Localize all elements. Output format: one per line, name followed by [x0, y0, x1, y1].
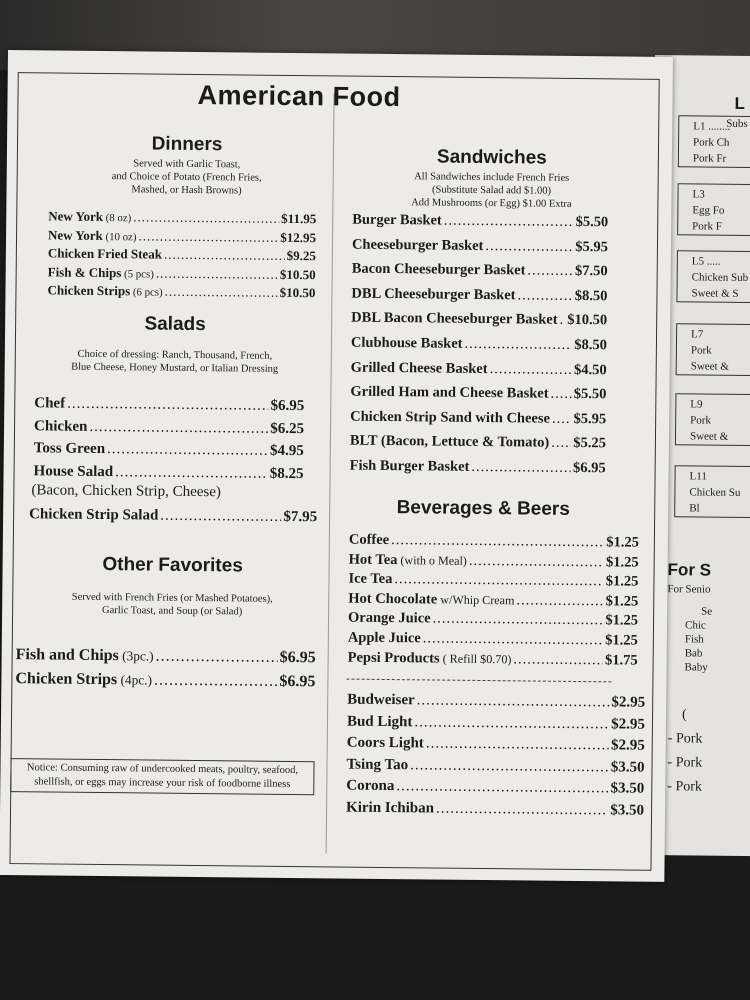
- combo-line: Chicken Su: [689, 486, 741, 499]
- menu-item: [350, 458, 606, 478]
- item-name: Clubhouse Basket: [350, 334, 463, 352]
- combo-line: Egg Fo: [692, 204, 725, 217]
- menu-item: [34, 463, 304, 483]
- leader-dots: [156, 648, 278, 667]
- menu-item: [29, 506, 317, 526]
- item-name: Burger Basket: [352, 211, 442, 229]
- menu-item: [348, 630, 638, 650]
- leader-dots: [396, 778, 608, 797]
- menu-item: [349, 551, 639, 571]
- leader-dots: [426, 735, 609, 754]
- item-name: Chef: [34, 395, 66, 412]
- leader-dots: [89, 418, 268, 437]
- favorites-note: [32, 590, 312, 619]
- menu-item: [350, 408, 606, 428]
- menu-title: American Food: [197, 79, 401, 113]
- item-detail: (10 oz): [102, 230, 137, 243]
- leader-dots: [527, 263, 573, 280]
- item-price: $7.50: [575, 263, 608, 280]
- item-name: Kirin Ichiban: [346, 799, 435, 817]
- leader-dots: [436, 800, 608, 819]
- combo-line: L7: [691, 328, 704, 341]
- menu-item: [349, 532, 639, 552]
- item-detail: (5 pcs): [121, 267, 154, 281]
- leader-dots: [133, 209, 279, 227]
- note-line: Add Mushrooms (or Egg) $1.00 Extra: [411, 197, 572, 210]
- item-name: House Salad: [33, 462, 114, 480]
- item-price: $3.50: [610, 801, 645, 819]
- leader-dots: [164, 247, 285, 264]
- leader-dots: [414, 714, 609, 733]
- menu-item: [348, 571, 638, 591]
- item-price: $9.25: [286, 247, 316, 264]
- item-price: $6.95: [279, 672, 316, 691]
- menu-item: [351, 359, 607, 379]
- item-name: Pepsi Products ( Refill $0.70): [347, 649, 512, 667]
- leader-dots: [160, 508, 281, 526]
- pork-line: (: [682, 707, 687, 723]
- item-name: Toss Green: [33, 440, 106, 458]
- item-price: $8.25: [269, 465, 304, 482]
- senior-line: Se: [701, 605, 713, 618]
- leader-dots: [551, 435, 571, 452]
- pork-line: - Pork: [667, 779, 703, 795]
- item-name: Grilled Cheese Basket: [350, 359, 488, 377]
- menu-item: [48, 227, 316, 246]
- combo-line: Pork Fr: [692, 152, 727, 165]
- item-price: $4.95: [269, 442, 304, 460]
- combo-line: L9: [690, 398, 703, 411]
- item-name: Tsing Tao: [346, 756, 409, 773]
- item-name: Bacon Cheeseburger Basket: [351, 260, 526, 279]
- note-line: Mashed, or Hash Browns): [131, 184, 242, 197]
- menu-item: [15, 670, 315, 691]
- menu-item: [48, 208, 316, 227]
- combo-line: L1 ........: [693, 120, 731, 133]
- panel-header: L: [734, 93, 745, 113]
- item-name: Coffee: [348, 531, 390, 549]
- item-price: $1.25: [605, 593, 639, 610]
- item-detail: w/Whip Cream: [437, 592, 515, 608]
- item-price: $6.95: [572, 459, 606, 477]
- leader-dots: [485, 238, 573, 256]
- menu-item: [348, 649, 638, 669]
- leader-dots: [410, 757, 609, 776]
- item-price: $6.95: [279, 648, 316, 667]
- combo-line: L5 .....: [691, 255, 721, 268]
- item-price: $5.95: [575, 238, 609, 255]
- senior-line: Baby: [684, 661, 708, 674]
- menu-item: [34, 395, 304, 415]
- combo-line: Pork F: [692, 220, 722, 233]
- item-name: Fish and Chips (3pc.): [15, 646, 154, 665]
- combo-line: L3: [692, 188, 705, 201]
- item-name: BLT (Bacon, Lettuce & Tomato): [349, 432, 550, 452]
- leader-dots: [559, 312, 565, 329]
- menu-item: [346, 799, 644, 819]
- senior-line: Chic: [684, 619, 706, 632]
- note-line: Garlic Toast, and Soup (or Salad): [101, 605, 243, 618]
- combo-box: [676, 323, 750, 376]
- combo-line: Chicken Sub: [691, 271, 749, 284]
- item-price: $2.95: [611, 715, 646, 733]
- item-price: $11.95: [281, 210, 317, 227]
- combo-line: Pork: [690, 414, 712, 427]
- menu-item: [352, 261, 608, 281]
- item-price: $5.50: [575, 213, 609, 231]
- item-detail: ( Refill $0.70): [439, 651, 512, 666]
- leader-dots: [394, 571, 604, 590]
- menu-item: [48, 245, 316, 264]
- favorites-heading: Other Favorites: [102, 554, 243, 577]
- item-name: Corona: [346, 777, 395, 795]
- item-detail: (4pc.): [117, 672, 153, 688]
- leader-dots: [115, 464, 268, 483]
- menu-item: [16, 646, 316, 667]
- combo-line: Sweet &: [690, 360, 730, 373]
- leader-dots: [516, 592, 603, 610]
- note-line: shellfish, or eggs may increase your risk of foodborne illness: [34, 776, 291, 790]
- senior-sub: For Senio: [667, 583, 711, 596]
- combo-box: [678, 115, 750, 168]
- menu-item: [351, 310, 607, 330]
- menu-item: [346, 778, 644, 798]
- menu-item: [347, 735, 645, 755]
- item-name: Chicken Strips (4pc.): [15, 670, 153, 689]
- item-price: $10.50: [567, 312, 608, 329]
- leader-dots: [471, 459, 571, 477]
- leader-dots: [138, 228, 278, 245]
- note-line: Blue Cheese, Honey Mustard, or Italian Dressing: [71, 361, 279, 375]
- item-name: New York (8 oz): [48, 208, 132, 225]
- note-line: Choice of dressing: Ranch, Thousand, French,: [77, 348, 273, 362]
- leader-dots: [156, 265, 278, 282]
- item-price: $6.95: [270, 397, 305, 415]
- item-price: $2.95: [610, 737, 645, 754]
- menu-item: [348, 590, 638, 610]
- note-line: Notice: Consuming raw of undercooked meats, poultry, seafood,: [26, 762, 299, 777]
- leader-dots: [433, 611, 604, 630]
- leader-dots: [490, 361, 573, 379]
- leader-dots: [107, 441, 268, 460]
- leader-dots: [391, 532, 604, 551]
- item-name: Orange Juice: [347, 609, 431, 627]
- combo-line: Bl: [689, 502, 700, 515]
- item-name: Fish & Chips (5 pcs): [47, 263, 154, 281]
- menu-item: [352, 236, 608, 256]
- item-name: Budweiser: [347, 691, 415, 709]
- pork-line: - Pork: [667, 755, 703, 771]
- menu-item: [48, 264, 316, 283]
- salads-heading: Salads: [144, 313, 206, 336]
- item-name: Ice Tea: [348, 570, 393, 588]
- item-name: Apple Juice: [347, 629, 421, 647]
- item-name: Cheeseburger Basket: [351, 236, 484, 254]
- senior-line: Bab: [684, 647, 703, 660]
- leader-dots: [417, 692, 610, 711]
- leader-dots: [517, 287, 572, 305]
- item-name: Chicken: [33, 417, 88, 435]
- item-price: $5.25: [573, 435, 606, 452]
- beverages-heading: Beverages & Beers: [396, 497, 570, 520]
- item-price: $8.50: [574, 287, 608, 305]
- note-line: (Substitute Salad add $1.00): [432, 184, 552, 197]
- leader-dots: [551, 386, 572, 403]
- note-line: Served with French Fries (or Mashed Potatoes),: [71, 591, 273, 605]
- item-name: Grilled Ham and Cheese Basket: [350, 383, 549, 402]
- menu-item: [352, 212, 608, 232]
- item-price: $1.25: [605, 612, 639, 630]
- house-salad-note: (Bacon, Chicken Strip, Cheese): [31, 482, 222, 501]
- leader-dots: [469, 552, 604, 570]
- item-name: Hot Tea (with o Meal): [348, 551, 467, 568]
- sandwiches-note: [376, 170, 606, 211]
- senior-heading: For S: [667, 560, 712, 580]
- sandwiches-heading: Sandwiches: [436, 146, 547, 169]
- combo-line: L11: [689, 470, 707, 483]
- combo-box: [675, 393, 750, 446]
- leader-dots: [154, 672, 278, 691]
- leader-dots: [464, 336, 572, 354]
- leader-dots: [423, 630, 604, 649]
- note-line: Served with Garlic Toast,: [133, 158, 241, 171]
- item-price: $3.50: [610, 758, 645, 776]
- note-line: All Sandwiches include French Fries: [414, 171, 570, 184]
- item-price: $7.95: [283, 508, 318, 526]
- menu-item: [34, 418, 304, 438]
- menu-item: [351, 285, 607, 305]
- combo-box: [676, 250, 750, 303]
- item-price: $8.50: [574, 336, 608, 354]
- item-price: $12.95: [280, 229, 317, 245]
- combo-line: Pork: [690, 344, 712, 357]
- menu-item: [47, 282, 315, 301]
- menu-item: [34, 440, 304, 460]
- pork-line: - Pork: [667, 731, 703, 747]
- menu-item: [347, 713, 645, 733]
- item-name: DBL Cheeseburger Basket: [351, 285, 516, 304]
- leader-dots: [552, 411, 572, 428]
- combo-line: Sweet & S: [691, 287, 739, 300]
- item-price: $5.95: [573, 410, 607, 428]
- item-price: $5.50: [573, 386, 607, 403]
- item-detail: (with o Meal): [397, 552, 467, 568]
- item-price: $1.25: [605, 632, 638, 649]
- leader-dots: [513, 651, 603, 669]
- item-price: $1.75: [604, 651, 638, 669]
- item-name: Hot Chocolate w/Whip Cream: [348, 590, 515, 608]
- item-price: $1.25: [605, 573, 639, 590]
- item-price: $4.50: [573, 361, 607, 378]
- panel-sub: Subs: [726, 117, 748, 130]
- item-price: $1.25: [605, 553, 639, 571]
- item-price: $10.50: [279, 266, 316, 282]
- item-detail: (3pc.): [118, 648, 154, 664]
- item-name: Coors Light: [346, 734, 424, 752]
- combo-line: Sweet &: [689, 430, 729, 443]
- item-name: Chicken Strip Sand with Cheese: [350, 408, 551, 427]
- item-name: DBL Bacon Cheeseburger Basket: [351, 309, 558, 329]
- item-name: Chicken Fried Steak: [47, 245, 163, 262]
- item-price: $1.25: [606, 534, 639, 551]
- salads-note: [45, 347, 305, 376]
- combo-box: [674, 465, 750, 518]
- item-price: $2.95: [611, 694, 646, 711]
- leader-dots: [444, 213, 574, 231]
- menu-page: [0, 50, 673, 882]
- item-name: Chicken Strips (6 pcs): [47, 282, 163, 299]
- item-name: Chicken Strip Salad: [29, 506, 159, 524]
- senior-line: Fish: [684, 633, 704, 646]
- item-detail: (8 oz): [102, 212, 132, 225]
- menu-item: [350, 384, 606, 404]
- menu-item: [347, 692, 645, 712]
- leader-dots: [165, 284, 278, 301]
- dinners-note: [66, 157, 306, 199]
- item-name: New York (10 oz): [47, 226, 137, 243]
- combo-box: [677, 183, 750, 236]
- dinners-heading: Dinners: [151, 133, 223, 156]
- food-safety-notice: [10, 758, 314, 795]
- item-name: Bud Light: [346, 713, 413, 730]
- leader-dots: [67, 396, 269, 415]
- item-price: $3.50: [610, 780, 645, 797]
- item-price: $10.50: [279, 284, 316, 301]
- combo-line: Pork Ch: [693, 136, 730, 149]
- menu-item: [351, 335, 607, 355]
- menu-item: [348, 610, 638, 630]
- item-name: Fish Burger Basket: [349, 457, 470, 475]
- note-line: and Choice of Potato (French Fries,: [111, 171, 262, 184]
- menu-item: [346, 756, 644, 776]
- item-detail: (6 pcs): [130, 286, 163, 299]
- item-price: $6.25: [270, 420, 305, 437]
- menu-item: [350, 433, 606, 453]
